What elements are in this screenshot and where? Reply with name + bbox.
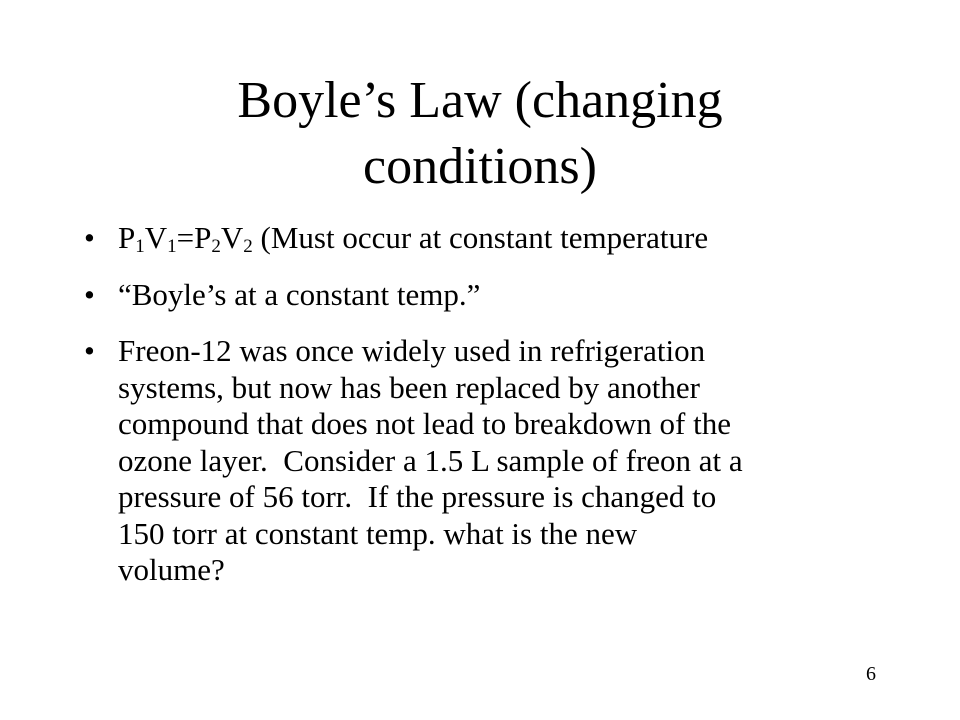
problem-line: Freon-12 was once widely used in refrigeration (118, 333, 706, 368)
title-line-2: conditions) (363, 138, 597, 195)
formula-p1: P (118, 220, 136, 255)
bullet-dot: • (84, 333, 95, 368)
bullet-dot: • (84, 220, 95, 255)
problem-text (118, 333, 884, 589)
boyles-formula (118, 220, 708, 255)
bullet-problem (84, 333, 884, 589)
formula-equals-p2: =P (176, 220, 212, 255)
formula-p1-subscript: 1 (135, 236, 145, 257)
page-number: 6 (866, 663, 876, 685)
title-line-1: Boyle’s Law (changing (237, 72, 723, 129)
problem-line: compound that does not lead to breakdown of the (118, 406, 731, 441)
problem-line: 150 torr at constant temp. what is the new (118, 515, 638, 551)
bullet-mnemonic (84, 277, 884, 314)
bullet-formula (84, 220, 884, 257)
mnemonic-text: “Boyle’s at a constant temp.” (118, 276, 481, 312)
formula-note: (Must occur at constant temperature (252, 220, 709, 255)
formula-v2: V (220, 220, 244, 255)
problem-line: pressure of 56 torr. If the pressure is changed to (118, 479, 717, 514)
bullet-dot: • (84, 276, 95, 312)
bullet-list (84, 220, 884, 609)
problem-line: ozone layer. Consider a 1.5 L sample of freon at a (118, 442, 743, 478)
formula-v1-subscript: 1 (167, 236, 177, 257)
slide-title (100, 68, 860, 200)
formula-v1: V (144, 220, 168, 255)
formula-p2-subscript: 2 (211, 236, 221, 257)
problem-line: systems, but now has been replaced by another (118, 369, 700, 405)
formula-v2-subscript: 2 (243, 236, 253, 257)
problem-line: volume? (118, 552, 225, 587)
